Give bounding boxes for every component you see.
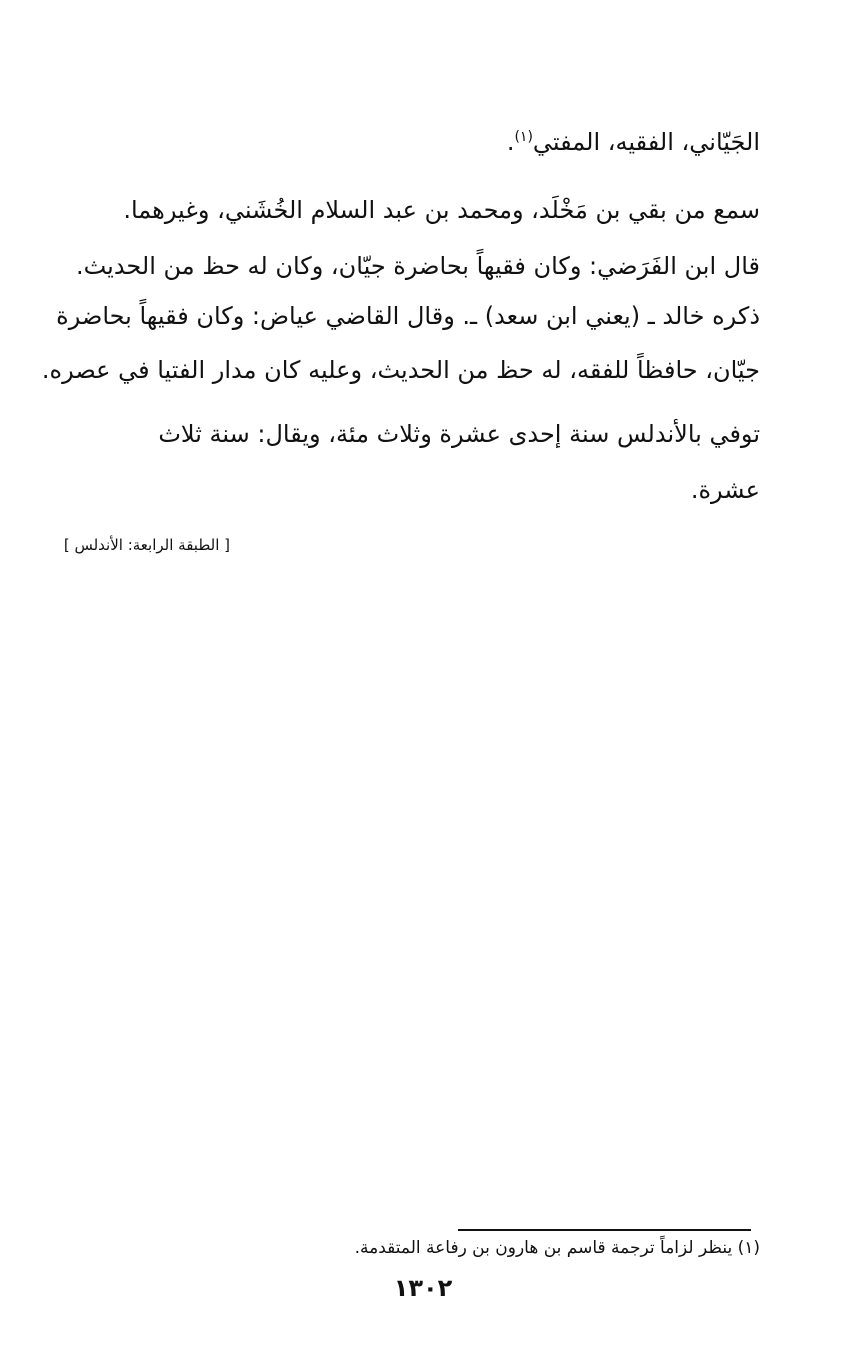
footnote-reference: (١)	[514, 129, 533, 145]
paragraph-death-line1: توفي بالأندلس سنة إحدى عشرة وثلاث مئة، ويقال: سنة ثلاث	[158, 420, 760, 448]
section-label: [ الطبقة الرابعة: الأندلس ]	[63, 536, 230, 554]
paragraph-qadi-iyad-line1: ذكره خالد ـ (يعني ابن سعد) ـ. وقال القاضي عياض: وكان فقيهاً بحاضرة	[56, 302, 760, 330]
paragraph-teachers: سمع من بقي بن مَخْلَد، ومحمد بن عبد السلام الخُشَني، وغيرهما.	[123, 196, 760, 224]
entry-heading-text: الجَيّاني، الفقيه، المفتي	[532, 128, 760, 156]
footnote: (١) ينظر لزاماً ترجمة قاسم بن هارون بن رفاعة المتقدمة.	[354, 1238, 760, 1258]
paragraph-death-line2: عشرة.	[690, 476, 760, 504]
entry-heading-line	[507, 128, 760, 156]
page-number: ١٣٠٢	[393, 1274, 453, 1302]
paragraph-ibn-faradi-quote: قال ابن الفَرَضي: وكان فقيهاً بحاضرة جيّان، وكان له حظ من الحديث.	[75, 252, 760, 280]
footnote-divider	[458, 1229, 751, 1231]
paragraph-qadi-iyad-line2: جيّان، حافظاً للفقه، له حظ من الحديث، وعليه كان مدار الفتيا في عصره.	[41, 356, 760, 384]
entry-heading-end: .	[506, 128, 515, 156]
